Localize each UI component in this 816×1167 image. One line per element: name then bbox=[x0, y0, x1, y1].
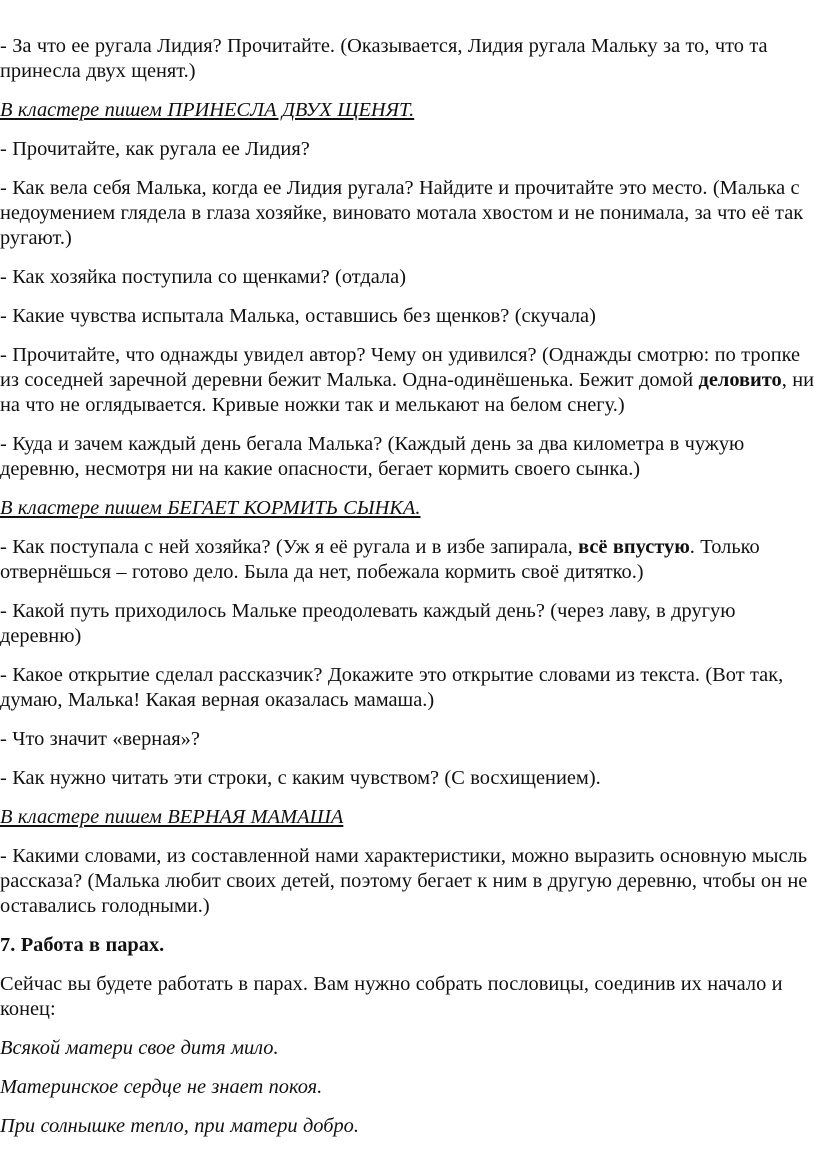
task-paragraph: Сейчас вы будете работать в парах. Вам нужно собрать пословицы, соединив их начало и конец: bbox=[0, 973, 783, 1020]
question-paragraph: - Что значит «верная»? bbox=[0, 728, 200, 750]
question-paragraph: - Какие чувства испытала Малька, оставшись без щенков? (скучала) bbox=[0, 305, 596, 327]
cluster-note: В кластере пишем ВЕРНАЯ МАМАША bbox=[0, 806, 344, 828]
cluster-note: В кластере пишем БЕГАЕТ КОРМИТЬ СЫНКА. bbox=[0, 497, 421, 519]
question-paragraph: - Как вела себя Малька, когда ее Лидия ругала? Найдите и прочитайте это место. (Малька с недоумением глядела в глаза хозяйке, виновато мотала хвостом и не понимала, за что её так ругают.) bbox=[0, 177, 804, 249]
question-paragraph bbox=[0, 535, 816, 585]
question-paragraph: - За что ее ругала Лидия? Прочитайте. (Оказывается, Лидия ругала Мальку за то, что та принесла двух щенят.) bbox=[0, 35, 768, 82]
proverb: При солнышке тепло, при матери добро. bbox=[0, 1115, 359, 1137]
document-page bbox=[0, 34, 816, 1153]
question-paragraph: - Куда и зачем каждый день бегала Малька? (Каждый день за два километра в чужую деревню, несмотря ни на какие опасности, бегает кормить своего сынка.) bbox=[0, 433, 745, 480]
proverb: Всякой матери свое дитя мило. bbox=[0, 1037, 279, 1059]
question-paragraph bbox=[0, 343, 816, 418]
paragraph-text: , ни на что не оглядывается. Кривые ножки так и мелькают на белом снегу.) bbox=[0, 369, 815, 416]
cluster-note: В кластере пишем ПРИНЕСЛА ДВУХ ЩЕНЯТ. bbox=[0, 99, 415, 121]
paragraph-text: - Прочитайте, что однажды увидел автор? Чему он удивился? (Однажды смотрю: по тропке из соседней заречной деревни бежит Малька. Одна-одинёшенька. Бежит домой bbox=[0, 344, 801, 391]
proverb: Материнское сердце не знает покоя. bbox=[0, 1076, 323, 1098]
bold-phrase: всё впустую bbox=[578, 536, 690, 558]
question-paragraph: - Какими словами, из составленной нами характеристики, можно выразить основную мысль рассказа? (Малька любит своих детей, поэтому бегает к ним в другую деревню, чтобы он не оставались голодными.) bbox=[0, 845, 808, 917]
paragraph-text: - Как поступала с ней хозяйка? (Уж я её ругала и в избе запирала, bbox=[0, 536, 579, 558]
question-paragraph: - Как хозяйка поступила со щенками? (отдала) bbox=[0, 266, 407, 288]
question-paragraph: - Какой путь приходилось Мальке преодолевать каждый день? (через лаву, в другую деревню) bbox=[0, 600, 736, 647]
question-paragraph: - Как нужно читать эти строки, с каким чувством? (С восхищением). bbox=[0, 767, 601, 789]
section-heading: 7. Работа в парах. bbox=[0, 934, 165, 956]
question-paragraph: - Какое открытие сделал рассказчик? Докажите это открытие словами из текста. (Вот так, думаю, Малька! Какая верная оказалась мамаша.) bbox=[0, 664, 784, 711]
question-paragraph: - Прочитайте, как ругала ее Лидия? bbox=[0, 138, 310, 160]
bold-word: деловито bbox=[698, 369, 782, 391]
paragraph-text: . Только отвернёшься – готово дело. Была да нет, побежала кормить своё дитятко.) bbox=[0, 536, 760, 583]
